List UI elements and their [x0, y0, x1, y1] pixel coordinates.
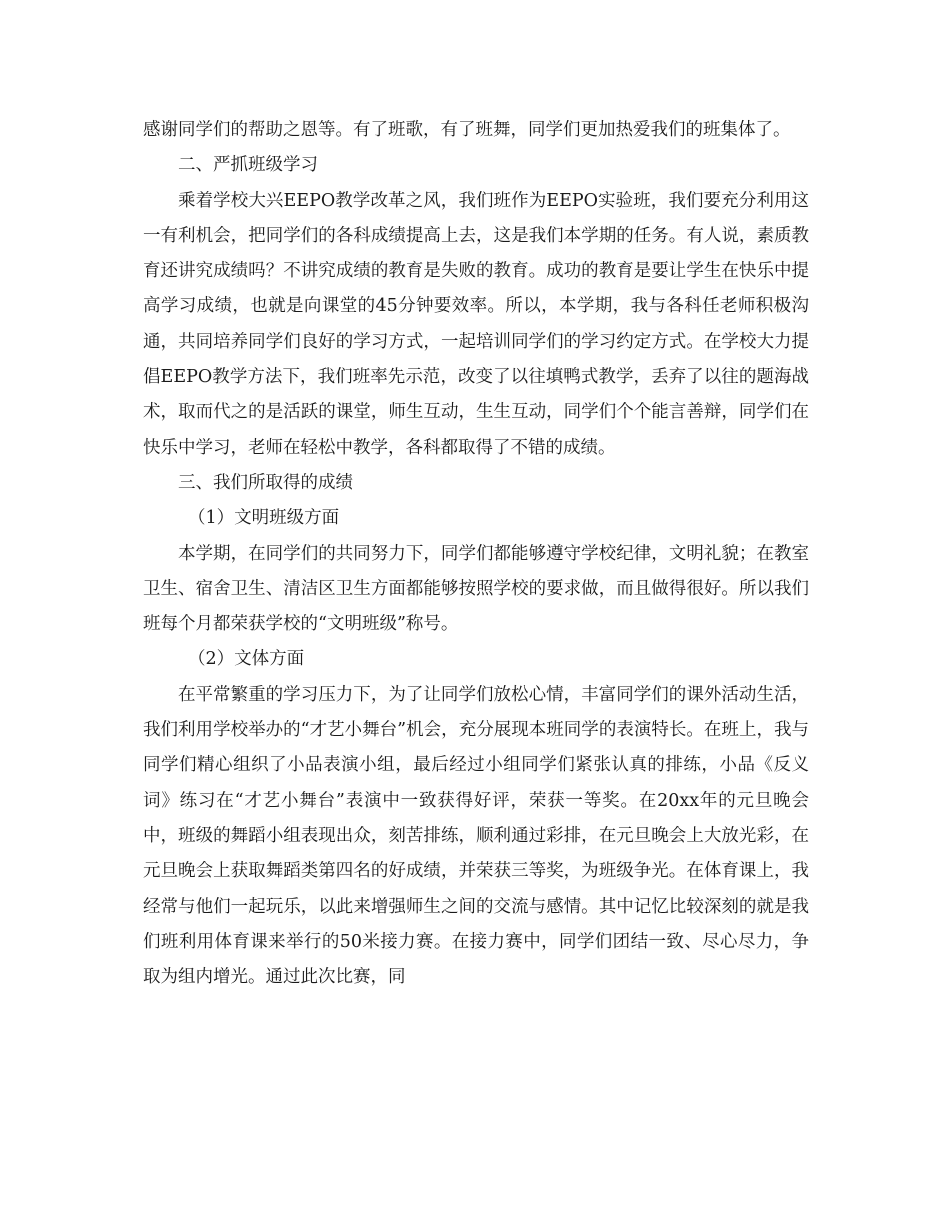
section-heading-achievements: 三、我们所取得的成绩 — [178, 472, 353, 493]
paragraph-arts-sports: 在平常繁重的学习压力下，为了让同学们放松心情，丰富同学们的课外活动生活，我们利用学校举办的“才艺小舞台”机会，充分展现本班同学的表演特长。在班上，我与同学们精心组织了小品表演小组，最后经过小组同学们紧张认真的排练，小品《反义词》练习在“才艺小舞台”表演中一致获得好评，荣获一等奖。在20xx年的元旦晚会中，班级的舞蹈小组表现出众，刻苦排练，顺利通过彩排，在元旦晚会上大放光彩，在元旦晚会上获取舞蹈类第四名的好成绩，并荣获三等奖，为班级争光。在体育课上，我经常与他们一起玩乐，以此来增强师生之间的交流与感情。其中记忆比较深刻的就是我们班利用体育课来举行的50米接力赛。在接力赛中，同学们团结一致、尽心尽力，争取为组内增光。通过此次比赛，同 — [143, 684, 809, 988]
paragraph-civilized-class: 本学期，在同学们的共同努力下，同学们都能够遵守学校纪律，文明礼貌；在教室卫生、宿舍卫生、清洁区卫生方面都能够按照学校的要求做，而且做得很好。所以我们班每个月都荣获学校的“文明班级”称号。 — [143, 543, 809, 635]
section-heading-study: 二、严抓班级学习 — [178, 155, 318, 176]
paragraph-continuation: 感谢同学们的帮助之恩等。有了班歌，有了班舞，同学们更加热爱我们的班集体了。 — [143, 120, 791, 140]
document-body — [143, 113, 809, 995]
subheading-civilized-class: （1）文明班级方面 — [188, 508, 340, 529]
subheading-arts-sports: （2）文体方面 — [188, 649, 305, 670]
paragraph-study: 乘着学校大兴EEPO教学改革之风，我们班作为EEPO实验班，我们要充分利用这一有利机会，把同学们的各科成绩提高上去，这是我们本学期的任务。有人说，素质教育还讲究成绩吗？不讲究成绩的教育是失败的教育。成功的教育是要让学生在快乐中提高学习成绩，也就是向课堂的45分钟要效率。所以，本学期，我与各科任老师积极沟通，共同培养同学们良好的学习方式，一起培训同学们的学习约定方式。在学校大力提倡EEPO教学方法下，我们班率先示范，改变了以往填鸭式教学，丢弃了以往的题海战术，取而代之的是活跃的课堂，师生互动，生生互动，同学们个个能言善辩，同学们在快乐中学习，老师在轻松中教学，各科都取得了不错的成绩。 — [143, 190, 809, 458]
